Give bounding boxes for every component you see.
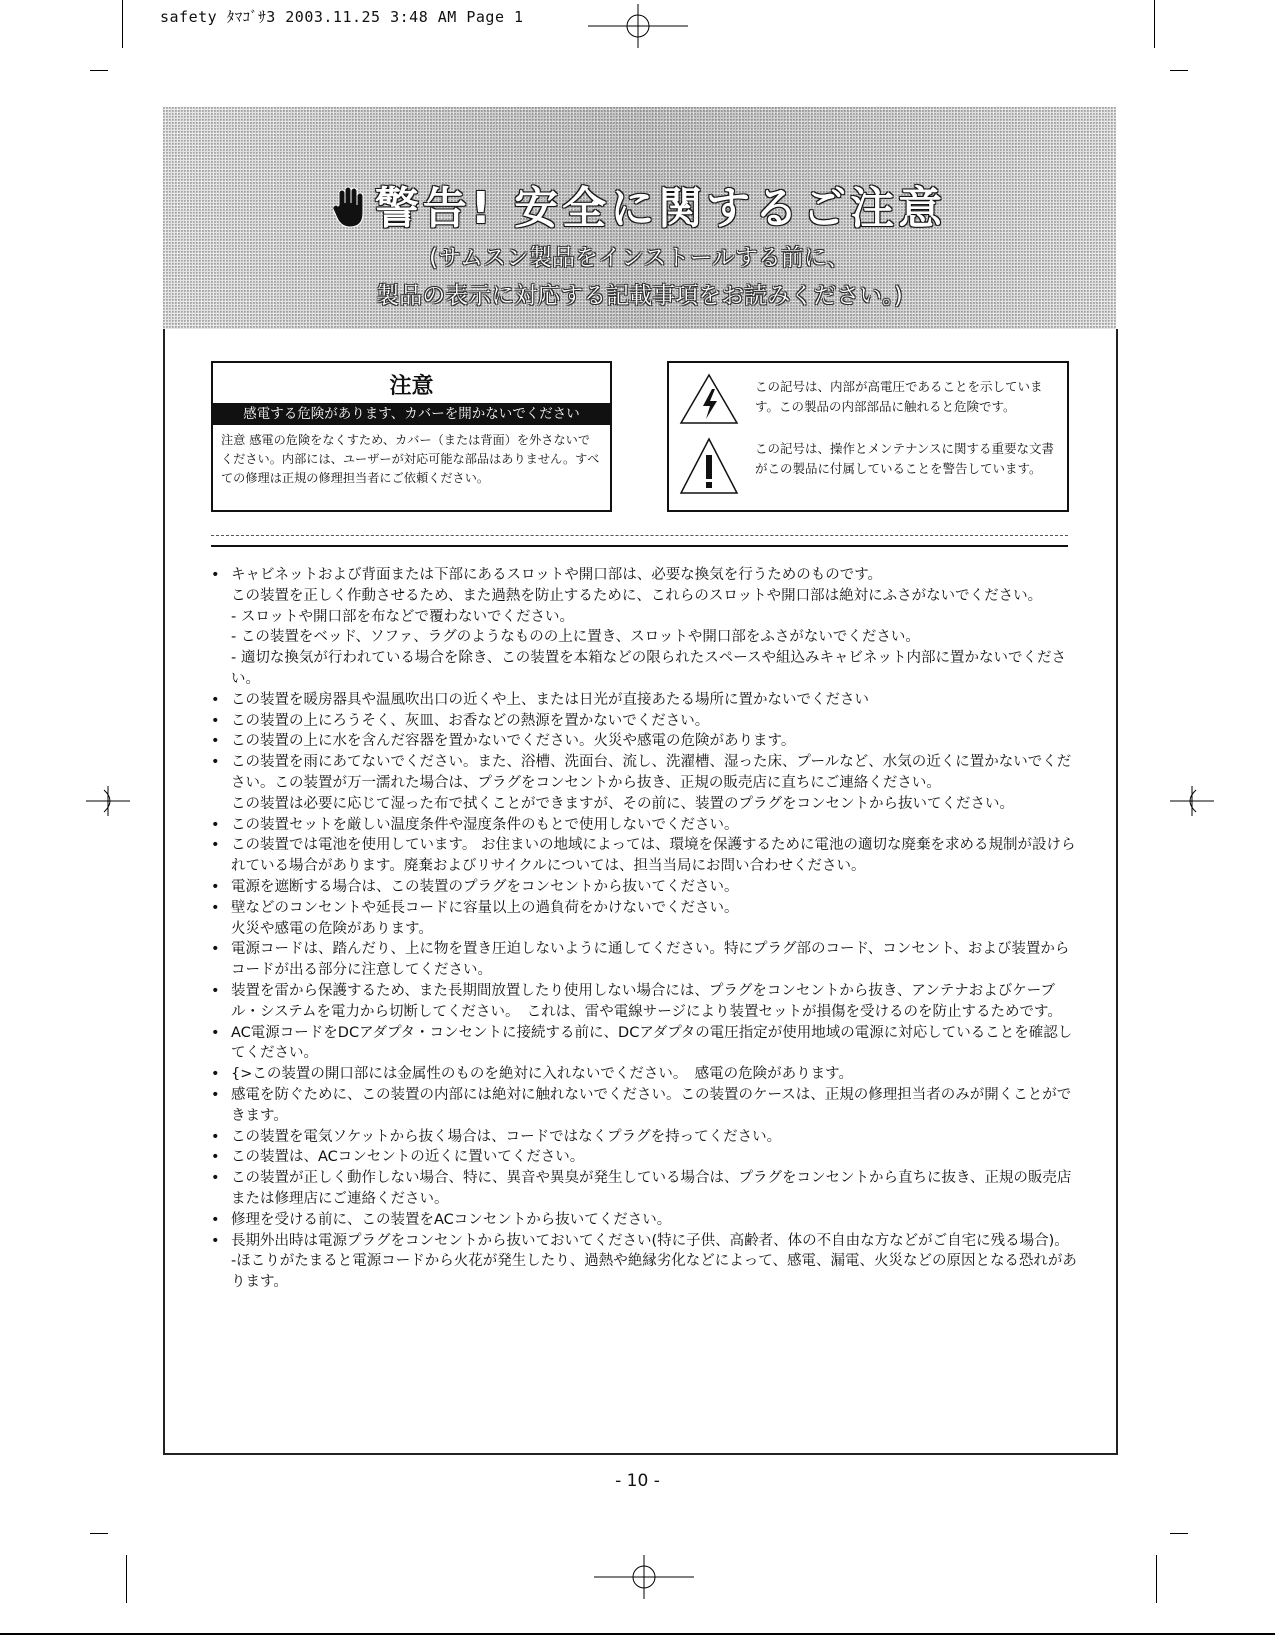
- crop-mark: [90, 1533, 108, 1534]
- list-item: [207, 939, 1077, 981]
- list-sub-item: - この装置をベッド、ソファ、ラグのようなものの上に置き、スロットや開口部をふさがないでください。: [231, 629, 920, 646]
- list-item-text: この装置を正しく作動させるため、また過熱を防止するために、これらのスロットや開口部は絶対にふさがないでください。: [231, 587, 1043, 604]
- list-item-text: この装置を雨にあてないでください。また、浴槽、洗面台、流し、洗濯槽、湿った床、プールなど、水気の近くに置かないでください。この装置が万一濡れた場合は、プラグをコンセントから抜き、正規の販売店に直ちにご連絡ください。: [231, 754, 1072, 791]
- symbol-text: この記号は、操作とメンテナンスに関する重要な文書がこの製品に付属していることを警告しています。: [755, 441, 1055, 476]
- bullet-marker: •: [211, 1086, 220, 1103]
- crop-mark: [126, 1555, 127, 1603]
- list-item-text: 修理を受ける前に、この装置をACコンセントから抜いてください。: [231, 1211, 672, 1228]
- bullet-marker: •: [211, 754, 220, 771]
- crop-mark: [1170, 70, 1188, 71]
- list-item-text: 壁などのコンセントや延長コードに容量以上の過負荷をかけないでください。: [231, 899, 739, 916]
- list-item-text: この装置の上に水を含んだ容器を置かないでください。火災や感電の危険があります。: [231, 733, 796, 750]
- bullet-marker: •: [211, 1149, 220, 1166]
- registration-mark-left: [86, 786, 130, 816]
- divider: [211, 545, 1068, 547]
- list-item-text: 電源コードは、踏んだり、上に物を置き圧迫しないように通してください。特にプラグ部のコード、コンセント、および装置からコードが出る部分に注意してください。: [231, 941, 1070, 979]
- list-item: [207, 835, 1077, 877]
- hand-stop-icon: [333, 185, 367, 240]
- exclamation-triangle-icon: [679, 437, 739, 495]
- crop-mark: [1154, 0, 1155, 48]
- banner-subtitle: [163, 239, 1116, 315]
- bullet-marker: •: [211, 1024, 220, 1041]
- list-item-text: この装置は必要に応じて湿った布で拭くことができますが、その前に、装置のプラグをコンセントから抜いてください。: [231, 795, 1014, 812]
- bullet-marker: •: [211, 691, 220, 708]
- list-item: [207, 1210, 1077, 1231]
- crop-mark: [1156, 1555, 1157, 1603]
- caution-text: 注意 感電の危険をなくすため、カバー（または背面）を外さないでください。内部には、ユーザーが対応可能な部品はありません。すべての修理は正規の修理担当者にご依頼ください。: [221, 433, 600, 485]
- warning-banner: [163, 107, 1116, 329]
- bullet-marker: •: [211, 837, 220, 854]
- bullet-marker: •: [211, 982, 220, 999]
- bullet-marker: •: [211, 567, 220, 583]
- list-item-text: 電源を遮断する場合は、この装置のプラグをコンセントから抜いてください。: [231, 878, 739, 895]
- caution-title: 注意: [389, 374, 434, 399]
- list-item-text: この装置が正しく動作しない場合、特に、異音や異臭が発生している場合は、プラグをコンセントから直ちに抜き、正規の販売店または修理店にご連絡ください。: [231, 1170, 1072, 1207]
- crop-mark: [1170, 1533, 1188, 1534]
- bullet-marker: •: [211, 1232, 220, 1249]
- bullet-marker: •: [211, 733, 220, 750]
- list-item: [207, 1147, 1077, 1168]
- caution-bar: 感電する危険があります、カバーを開かないでください: [213, 403, 610, 425]
- list-item-text: この装置を暖房器具や温風吹出口の近くや上、または日光が直接あたる場所に置かないでください: [231, 691, 869, 708]
- list-item: [207, 565, 1077, 690]
- symbols-box: [667, 361, 1069, 512]
- registration-mark-right: [1170, 786, 1214, 816]
- list-item: [207, 877, 1077, 898]
- list-item-text: キャビネットおよび背面または下部にあるスロットや開口部は、必要な換気を行うためのものです。: [231, 567, 883, 583]
- divider: [211, 535, 1068, 536]
- list-item-text: この装置では電池を使用しています。 お住まいの地域によっては、環境を保護するために電池の適切な廃棄を求める規制が設けられている場合があります。廃棄およびリサイクルについては、担当当局にお問い合わせください。: [231, 837, 1076, 875]
- list-item: [207, 1168, 1077, 1210]
- list-item: [207, 1085, 1077, 1127]
- bullet-marker: •: [211, 1128, 220, 1145]
- caution-label-box: [211, 361, 612, 512]
- banner-subtitle-line: 製品の表示に対応する記載事項をお読みください。): [376, 283, 903, 309]
- registration-mark-bottom: [594, 1555, 694, 1599]
- list-sub-item: -ほこりがたまると電源コードから火花が発生したり、過熱や絶縁劣化などによって、感電、漏電、火災などの原因となる恐れがあります。: [231, 1253, 1077, 1291]
- symbol-text: この記号は、内部が高電圧であることを示しています。この製品の内部部品に触れると危険です。: [755, 379, 1043, 414]
- list-item-text: 長期外出時は電源プラグをコンセントから抜いておいてください(特に子供、高齢者、体の不自由な方などがご自宅に残る場合)。: [231, 1232, 1069, 1249]
- lightning-triangle-icon: [679, 373, 739, 425]
- list-sub-item: - スロットや開口部を布などで覆わないでください。: [231, 608, 575, 625]
- crop-mark: [90, 70, 108, 71]
- list-item-text: 装置を雷から保護するため、また長期間放置したり使用しない場合には、プラグをコンセントから抜き、アンテナおよびケーブル・システムを電力から切断してください。 これは、雷や電線サージにより装置セットが損傷を受けるのを防止するためです。: [231, 982, 1062, 1020]
- page-number: - 10 -: [615, 1471, 660, 1491]
- list-item: [207, 815, 1077, 836]
- bullet-marker: •: [211, 878, 220, 895]
- bullet-marker: •: [211, 816, 220, 833]
- list-item-text: この装置を電気ソケットから抜く場合は、コードではなくプラグを持ってください。: [231, 1128, 782, 1145]
- list-item: [207, 1127, 1077, 1148]
- list-item-text: この装置セットを厳しい温度条件や湿度条件のもとで使用しないでください。: [231, 816, 739, 833]
- list-item: [207, 1023, 1077, 1065]
- list-item-text: 感電を防ぐために、この装置の内部には絶対に触れないでください。この装置のケースは、正規の修理担当者のみが開くことができます。: [231, 1086, 1072, 1124]
- list-sub-item: - 適切な換気が行われている場合を除き、この装置を本箱などの限られたスペースや組込みキャビネット内部に置かないでください。: [231, 650, 1067, 687]
- list-item: [207, 731, 1077, 752]
- list-item-text: この装置は、ACコンセントの近くに置いてください。: [231, 1149, 585, 1166]
- list-item: [207, 981, 1077, 1023]
- bullet-marker: •: [211, 1170, 220, 1187]
- banner-title: [163, 172, 1116, 240]
- list-item-text: この装置の上にろうそく、灰皿、お香などの熱源を置かないでください。: [231, 712, 710, 729]
- list-item: [207, 898, 1077, 940]
- crop-mark: [122, 0, 123, 48]
- list-item: [207, 690, 1077, 711]
- banner-subtitle-line: (サムスン製品をインストールする前に、: [429, 245, 850, 271]
- bullet-marker: •: [211, 941, 220, 958]
- list-item-text: 火災や感電の危険があります。: [231, 920, 433, 937]
- list-item-text: {>この装置の開口部には金属性のものを絶対に入れないでください。 感電の危険があります。: [231, 1066, 853, 1083]
- list-item: [207, 711, 1077, 732]
- list-item-text: AC電源コードをDCアダプタ・コンセントに接続する前に、DCアダプタの電圧指定が使用地域の電源に対応していることを確認してください。: [231, 1024, 1073, 1062]
- bullet-marker: •: [211, 712, 220, 729]
- print-slug: safety ﾀﾏｺﾞｻ3 2003.11.25 3:48 AM Page 1: [160, 8, 524, 26]
- safety-instructions-list: [207, 565, 1077, 1293]
- list-item: [207, 752, 1077, 814]
- list-item: [207, 1231, 1077, 1293]
- banner-title-text: 警告! 安全に関するご注意: [374, 183, 947, 234]
- registration-mark-top: [588, 4, 688, 48]
- bullet-marker: •: [211, 1066, 220, 1083]
- list-item: [207, 1064, 1077, 1085]
- bullet-marker: •: [211, 899, 220, 916]
- bullet-marker: •: [211, 1211, 220, 1228]
